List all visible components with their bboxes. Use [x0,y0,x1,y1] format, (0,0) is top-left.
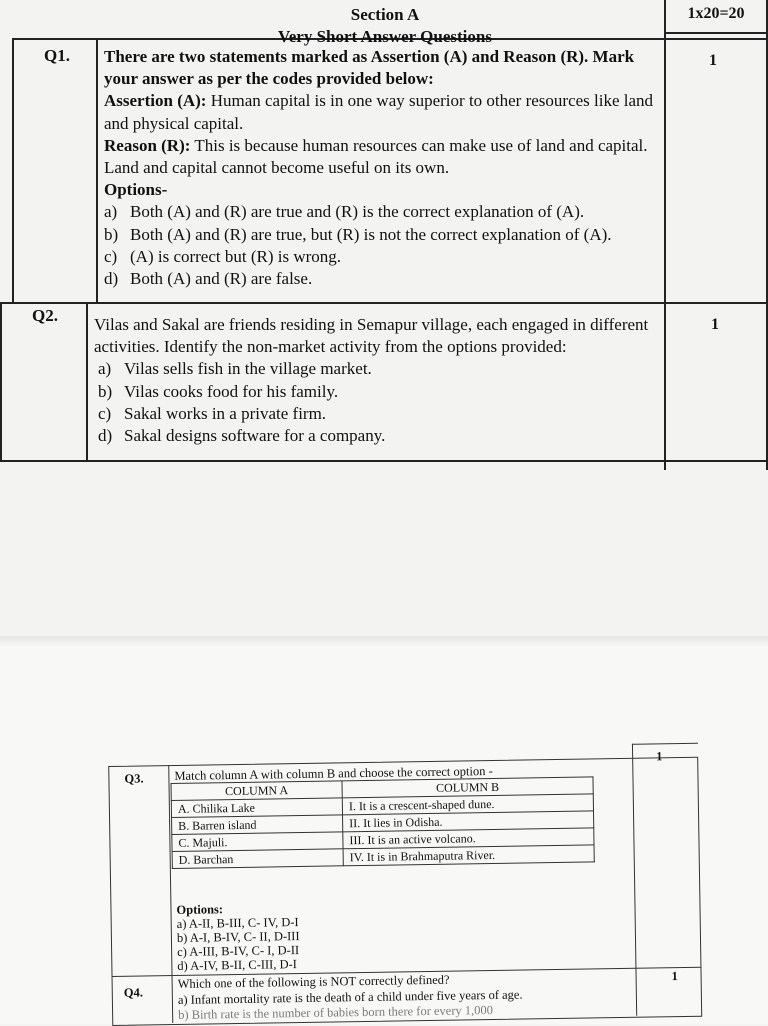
col-b-cell: I. It is a crescent-shaped dune. [342,794,593,815]
option-text: Both (A) and (R) are true, but (R) is not the correct explanation of (A). [130,224,612,244]
col-a-header: COLUMN A [171,781,342,801]
option-letter: d) [104,269,119,289]
assertion-text: Human capital is in one way superior to other resources like land and physical capital. [104,91,654,133]
option-text: Both (A) and (R) are true and (R) is the correct explanation of (A). [130,202,585,222]
col-a-cell: B. Barren island [172,815,343,835]
reason-text: This is because human resources can make use of land and capital. Land and capital cannot become useful on its own. [104,135,648,178]
q1-option-c [104,246,664,268]
q3-number: Q3. [124,771,144,786]
page-separator [0,636,768,646]
option-letter: d) [98,426,113,446]
col-b-cell: II. It lies in Odisha. [343,811,594,832]
q1-marks: 1 [709,52,717,69]
q4-number: Q4. [123,985,144,1000]
q3-options-heading: Options: [176,902,224,917]
q2-intro: Vilas and Sakal are friends residing in Semapur village, each engaged in different activities. Identify the non-market activity from the options provided: [94,315,649,357]
option-text: (A) is correct but (R) is wrong. [130,246,342,266]
col-b-header: COLUMN B [342,777,593,798]
table-left-border-lower [0,302,2,460]
q3-option-a: a) A-II, B-III, C- IV, D-I [176,915,299,931]
q3-option-b: b) A-I, B-IV, C- II, D-III [176,929,300,945]
q2-option-d [94,425,654,447]
option-letter: a) [98,359,112,379]
q2-number: Q2. [32,306,58,325]
q2-body [94,314,654,447]
question-column-divider-lower [86,302,88,462]
col-a-cell: C. Majuli. [172,832,343,852]
exam-page-2-content [108,743,702,1024]
option-letter: b) [104,224,119,244]
col-b-cell: III. It is an active volcano. [343,828,594,849]
q3-option-d: d) A-IV, B-II, C-III, D-I [177,957,297,973]
reason-label: Reason (R): [104,135,191,155]
section-title: Section A [350,5,420,24]
col-a-cell: A. Chilika Lake [171,798,342,818]
option-letter: b) [98,381,113,401]
q4-option-a: a) Infant mortality rate is the death of a child under five years of age. [177,987,523,1007]
col-b-cell: IV. It is in Brahmaputra River. [343,845,594,866]
option-text: Both (A) and (R) are false. [130,269,313,289]
col-a-cell: D. Barchan [172,849,343,869]
option-text: Sakal works in a private firm. [124,403,327,423]
q1-option-b [104,224,664,246]
table-left-border [12,38,14,302]
q1-bottom-rule [0,302,768,304]
marks-scheme: 1x20=20 [687,5,745,22]
option-letter: a) [104,202,118,222]
question-column-divider [96,38,98,302]
q4-option-b: b) Birth rate is the number of babies born there for every 1,000 [178,1002,494,1022]
q1-option-a [104,201,664,223]
q3-prompt: Match column A with column B and choose the correct option - [174,763,493,783]
q1-reason [104,135,664,179]
q2-option-c [94,403,654,425]
section-subtitle: Very Short Answer Questions [278,27,492,46]
option-letter: c) [98,403,112,423]
q4-marks: 1 [671,969,678,984]
q2-option-a [94,358,654,380]
table-bottom-rule [0,460,768,462]
q1-body [104,46,664,290]
marks-header-rule [664,32,768,34]
option-text: Sakal designs software for a company. [124,426,386,446]
match-table [170,776,594,869]
option-letter: c) [104,246,118,266]
assertion-label: Assertion (A): [104,91,207,111]
q1-option-d [104,268,664,290]
q2-option-b [94,381,654,403]
q1-options-heading: Options- [104,180,168,200]
p2-top-rule [632,743,698,745]
q1-number: Q1. [44,46,70,65]
q2-marks: 1 [711,316,719,333]
marks-column-divider [664,0,666,470]
q4-prompt: Which one of the following is NOT correctly defined? [177,972,450,991]
option-text: Vilas sells fish in the village market. [124,359,372,379]
q1-intro: There are two statements marked as Assertion (A) and Reason (R). Mark your answer as per the codes provided below: [104,47,635,89]
q3-option-c: c) A-III, B-IV, C- I, D-II [177,943,300,959]
table-right-border [766,0,768,470]
option-text: Vilas cooks food for his family. [124,381,339,401]
q1-assertion [104,90,664,134]
q3-marks: 1 [656,749,663,764]
